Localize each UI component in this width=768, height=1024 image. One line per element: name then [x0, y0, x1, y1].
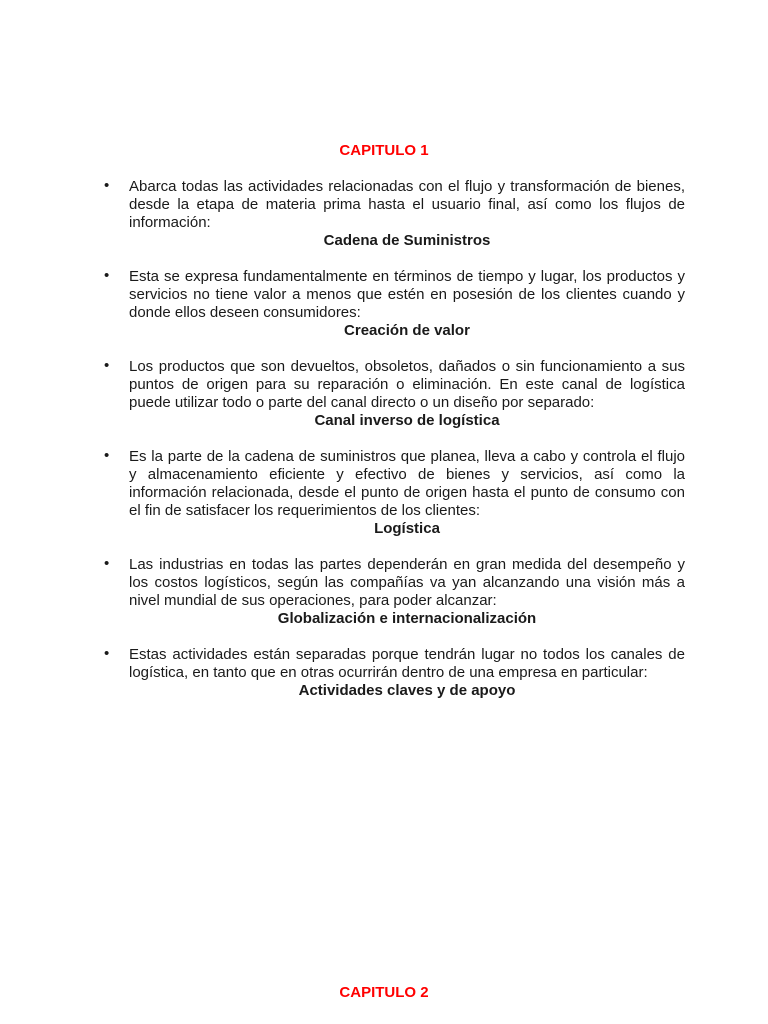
- item-term: Logística: [374, 520, 440, 537]
- bullet-icon: •: [104, 267, 110, 284]
- item-description: Los productos que son devueltos, obsoletos, dañados o sin funcionamiento a sus puntos de origen para su reparación o eliminación. En este canal de logística puede utilizar todo o parte del canal directo o un diseño por separado:: [129, 358, 685, 411]
- list-item: [104, 177, 685, 250]
- item-term: Canal inverso de logística: [314, 412, 500, 429]
- list-item: [104, 447, 685, 538]
- bullet-icon: •: [104, 645, 110, 662]
- item-description: Es la parte de la cadena de suministros que planea, lleva a cabo y controla el flujo y almacenamiento eficiente y efectivo de bienes y servicios, así como la información relacionada, desde el punto de origen hasta el punto de consumo con el fin de satisfacer los requerimientos de los clientes:: [129, 448, 685, 519]
- item-term: Cadena de Suministros: [323, 232, 491, 249]
- list-item: [104, 267, 685, 340]
- bullet-icon: •: [104, 447, 110, 464]
- item-term: Creación de valor: [344, 322, 470, 339]
- bullet-icon: •: [104, 555, 110, 572]
- definition-list: [0, 178, 768, 700]
- item-description: Estas actividades están separadas porque tendrán lugar no todos los canales de logística, en tanto que en otras ocurrirán dentro de una empresa en particular:: [129, 646, 685, 681]
- chapter-2-title: CAPITULO 2: [339, 984, 429, 1001]
- bullet-icon: •: [104, 177, 110, 194]
- item-description: Abarca todas las actividades relacionadas con el flujo y transformación de bienes, desde la etapa de materia prima hasta el usuario final, así como los flujos de información:: [129, 178, 685, 231]
- item-description: Las industrias en todas las partes dependerán en gran medida del desempeño y los costos logísticos, según las compañías va yan alcanzando una visión más a nivel mundial de sus operaciones, para poder alcanzar:: [129, 556, 685, 609]
- item-term: Globalización e internacionalización: [277, 610, 537, 627]
- list-item: [104, 357, 685, 430]
- item-description: Esta se expresa fundamentalmente en términos de tiempo y lugar, los productos y servicios no tiene valor a menos que estén en posesión de los clientes cuando y donde ellos deseen consumidores:: [129, 268, 685, 321]
- list-item: [104, 645, 685, 700]
- bullet-icon: •: [104, 357, 110, 374]
- list-item: [104, 555, 685, 628]
- item-term: Actividades claves y de apoyo: [298, 682, 516, 699]
- chapter-1-title: CAPITULO 1: [339, 142, 429, 159]
